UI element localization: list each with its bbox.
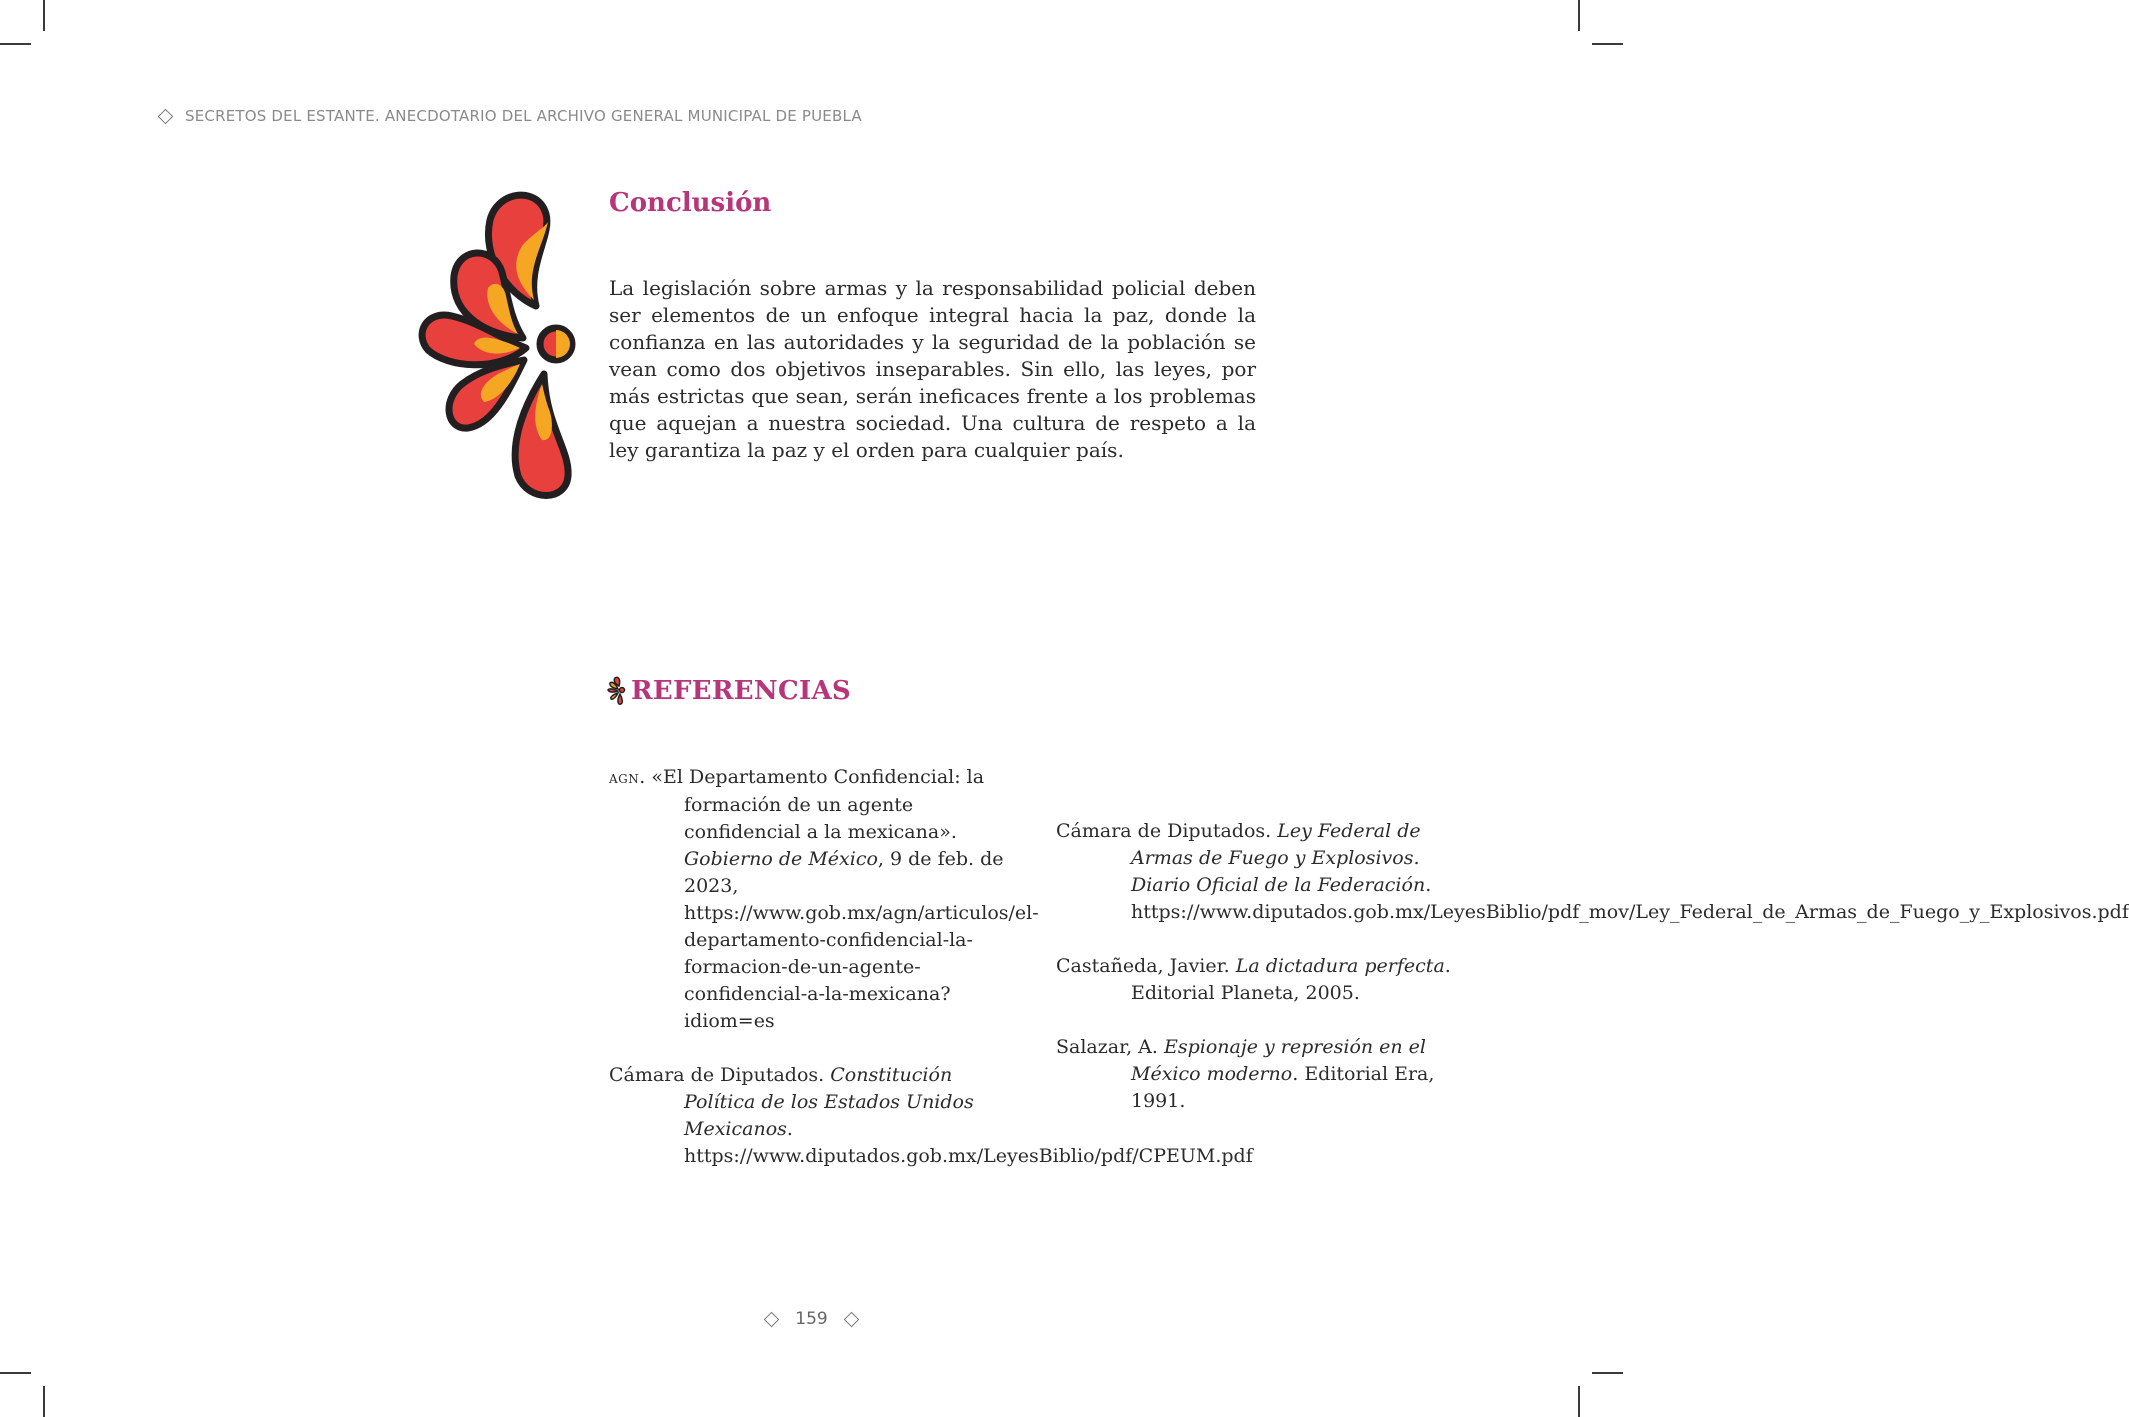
reference-text: . https://www.diputados.gob.mx/LeyesBiblio/pdf_mov/Ley_Federal_de_Armas_de_Fuego_y_Explosivos.pdf	[1131, 874, 2129, 923]
reference-entry	[609, 764, 1039, 1035]
reference-text: .	[1265, 820, 1278, 842]
references-heading-label: REFERENCIAS	[631, 676, 851, 706]
reference-text: .	[818, 1064, 831, 1086]
crop-mark	[1592, 1372, 1623, 1374]
page-footer	[0, 1309, 1623, 1329]
reference-text: .	[1223, 955, 1236, 977]
reference-text: . Editorial Planeta, 2005.	[1131, 955, 1451, 1004]
reference-title: Gobierno de México	[684, 848, 878, 870]
crop-mark	[0, 43, 31, 45]
reference-text: . «El Departamento Confidencial: la formación de un agente confidencial a la mexicana».	[639, 766, 985, 843]
reference-entry	[1056, 818, 2129, 926]
references-column-right	[1056, 818, 2129, 1142]
reference-author: Salazar, A	[1056, 1036, 1152, 1058]
crop-mark	[1592, 43, 1623, 45]
ornament-icon	[607, 676, 627, 706]
flower-ornament	[418, 188, 578, 518]
crop-mark	[0, 1372, 31, 1374]
crop-mark	[1578, 1386, 1580, 1417]
reference-title: La dictadura perfecta	[1235, 955, 1445, 977]
running-title: SECRETOS DEL ESTANTE. ANECDOTARIO DEL ARCHIVO GENERAL MUNICIPAL DE PUEBLA	[185, 107, 862, 125]
reference-title: Ley Federal de Armas de Fuego y Explosivos. Diario Oficial de la Federación	[1131, 820, 1426, 896]
diamond-icon	[843, 1311, 859, 1327]
conclusion-paragraph: La legislación sobre armas y la responsabilidad policial deben ser elementos de un enfoque integral hacia la paz, donde la confianza en las autoridades y la seguridad de la población se vean como dos objetivos inseparables. Sin ello, las leyes, por más estrictas que sean, serán ineficaces frente a los problemas que aquejan a nuestra sociedad. Una cultura de respeto a la ley garantiza la paz y el orden para cualquier país.	[609, 276, 1256, 462]
diamond-icon	[158, 108, 174, 124]
reference-title: Espionaje y represión en el México moderno	[1131, 1036, 1426, 1085]
reference-entry	[1056, 1034, 1476, 1115]
reference-entry	[1056, 953, 1476, 1007]
crop-mark	[1578, 0, 1580, 31]
reference-title: Constitución Política de los Estados Unidos Mexicanos	[684, 1064, 974, 1140]
reference-text: , 9 de feb. de 2023, https://www.gob.mx/agn/articulos/el-departamento-confidencial-la-formacion-de-un-agente-confidencial-a-la-mexicana?idiom=es	[684, 848, 1039, 1032]
reference-author: Cámara de Diputados	[1056, 820, 1266, 842]
references-heading	[607, 676, 851, 706]
reference-author: Castañeda, Javier	[1056, 955, 1224, 977]
running-header	[160, 107, 862, 125]
reference-text: . https://www.diputados.gob.mx/LeyesBiblio/pdf/CPEUM.pdf	[684, 1118, 1253, 1167]
reference-author: Cámara de Diputados	[609, 1064, 819, 1086]
reference-text: . Editorial Era, 1991.	[1131, 1063, 1435, 1112]
reference-author: agn	[609, 768, 640, 788]
reference-entry	[609, 1062, 1253, 1170]
diamond-icon	[764, 1311, 780, 1327]
section-title: Conclusión	[609, 188, 772, 218]
crop-mark	[43, 1386, 45, 1417]
page-number: 159	[795, 1309, 828, 1329]
reference-text: .	[1151, 1036, 1164, 1058]
crop-mark	[43, 0, 45, 31]
